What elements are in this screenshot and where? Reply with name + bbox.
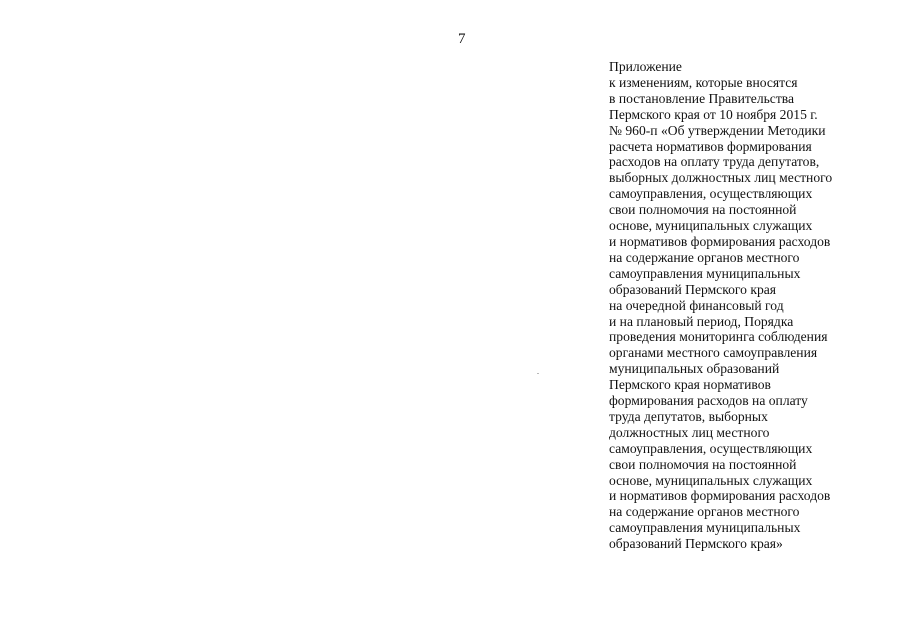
appendix-line: органами местного самоуправления [609,345,818,361]
appendix-line: самоуправления муниципальных [609,520,801,536]
page-number: 7 [458,31,466,47]
appendix-line: № 960-п «Об утверждении Методики [609,122,826,138]
appendix-line: свои полномочия на постоянной [609,202,797,218]
appendix-line: выборных должностных лиц местного [609,170,833,186]
appendix-line: самоуправления муниципальных [609,265,801,281]
appendix-line: расходов на оплату труда депутатов, [609,154,820,170]
appendix-heading-block [609,59,899,552]
appendix-line: расчета нормативов формирования [609,138,812,154]
appendix-line: в постановление Правительства [609,90,795,106]
appendix-line: муниципальных образований [609,361,780,377]
appendix-line: труда депутатов, выборных [609,408,768,424]
appendix-line: самоуправления, осуществляющих [609,186,813,202]
appendix-line: свои полномочия на постоянной [609,456,797,472]
appendix-line: основе, муниципальных служащих [609,472,813,488]
appendix-line: должностных лиц местного [609,424,770,440]
scan-speck [537,373,539,374]
appendix-line: и нормативов формирования расходов [609,488,831,504]
appendix-line: основе, муниципальных служащих [609,218,813,234]
appendix-line: самоуправления, осуществляющих [609,440,813,456]
appendix-line: Приложение [609,59,682,74]
appendix-line: и нормативов формирования расходов [609,233,831,249]
appendix-line: на очередной финансовый год [609,297,784,313]
appendix-line: и на плановый период, Порядка [609,313,794,329]
appendix-line: проведения мониторинга соблюдения [609,329,828,345]
appendix-line: образований Пермского края [609,281,777,297]
appendix-line: формирования расходов на оплату [609,393,808,409]
appendix-line: Пермского края нормативов [609,377,771,393]
appendix-line: Пермского края от 10 ноября 2015 г. [609,106,818,122]
appendix-line: на содержание органов местного [609,504,800,520]
appendix-line: образований Пермского края» [609,536,783,552]
appendix-line: к изменениям, которые вносятся [609,74,798,90]
appendix-line: на содержание органов местного [609,249,800,265]
